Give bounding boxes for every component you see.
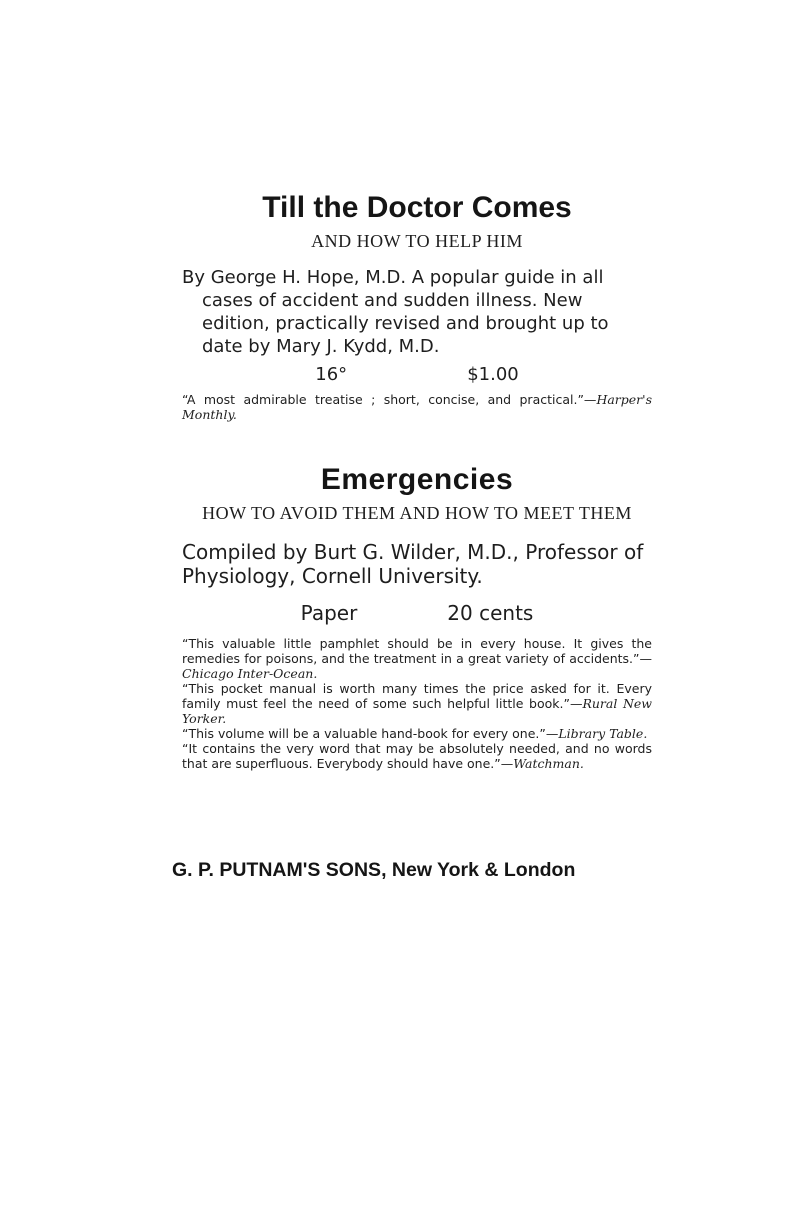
format-price-row xyxy=(182,602,652,624)
review xyxy=(182,392,652,422)
review-source: Chicago Inter-Ocean. xyxy=(182,666,318,681)
book-subtitle: HOW TO AVOID THEM AND HOW TO MEET THEM xyxy=(202,503,632,523)
review-quote: “It contains the very word that may be absolutely needed, and no words that are superfluous. Everybody should have one.”— xyxy=(182,741,652,771)
review-source: Rural New Yorker. xyxy=(182,696,652,726)
book-description: By George H. Hope, M.D. A popular guide in all cases of accident and sudden illness. New edition, practically revised and brought up to date by Mary J. Kydd, M.D. xyxy=(182,267,609,357)
publisher-imprint: G. P. PUTNAM'S SONS, New York & London xyxy=(172,859,576,881)
book-listing-emergencies xyxy=(182,462,652,771)
review-quote: “This volume will be a valuable hand-book for every one.”— xyxy=(182,726,559,741)
book-price: 20 cents xyxy=(447,601,534,625)
book-price: $1.00 xyxy=(467,364,519,385)
review-quote: “A most admirable treatise ; short, concise, and practical.”— xyxy=(182,392,597,407)
book-title: Emergencies xyxy=(320,463,514,496)
format-price-row xyxy=(182,364,652,386)
book-format: 16° xyxy=(315,364,348,385)
review-source: Watchman. xyxy=(513,756,584,771)
review-list xyxy=(182,636,652,771)
review-quote: “This pocket manual is worth many times the price asked for it. Every family must feel the need of some such helpful little book.”— xyxy=(182,681,652,711)
review xyxy=(182,726,652,741)
book-description: Compiled by Burt G. Wilder, M.D., Professor of Physiology, Cornell University. xyxy=(182,540,644,588)
book-title: Till the Doctor Comes xyxy=(262,191,572,224)
review xyxy=(182,681,652,726)
book-listing-till-the-doctor-comes xyxy=(182,190,652,422)
review xyxy=(182,741,652,771)
review-source: Harper's Monthly. xyxy=(182,392,652,422)
review-list xyxy=(182,392,652,422)
book-subtitle: AND HOW TO HELP HIM xyxy=(311,231,523,251)
review-source: Library Table. xyxy=(558,726,648,741)
book-format: Paper xyxy=(300,601,358,625)
review xyxy=(182,636,652,681)
review-quote: “This valuable little pamphlet should be in every house. It gives the remedies for poisons, and the treatment in a great variety of accidents.”— xyxy=(182,636,652,666)
